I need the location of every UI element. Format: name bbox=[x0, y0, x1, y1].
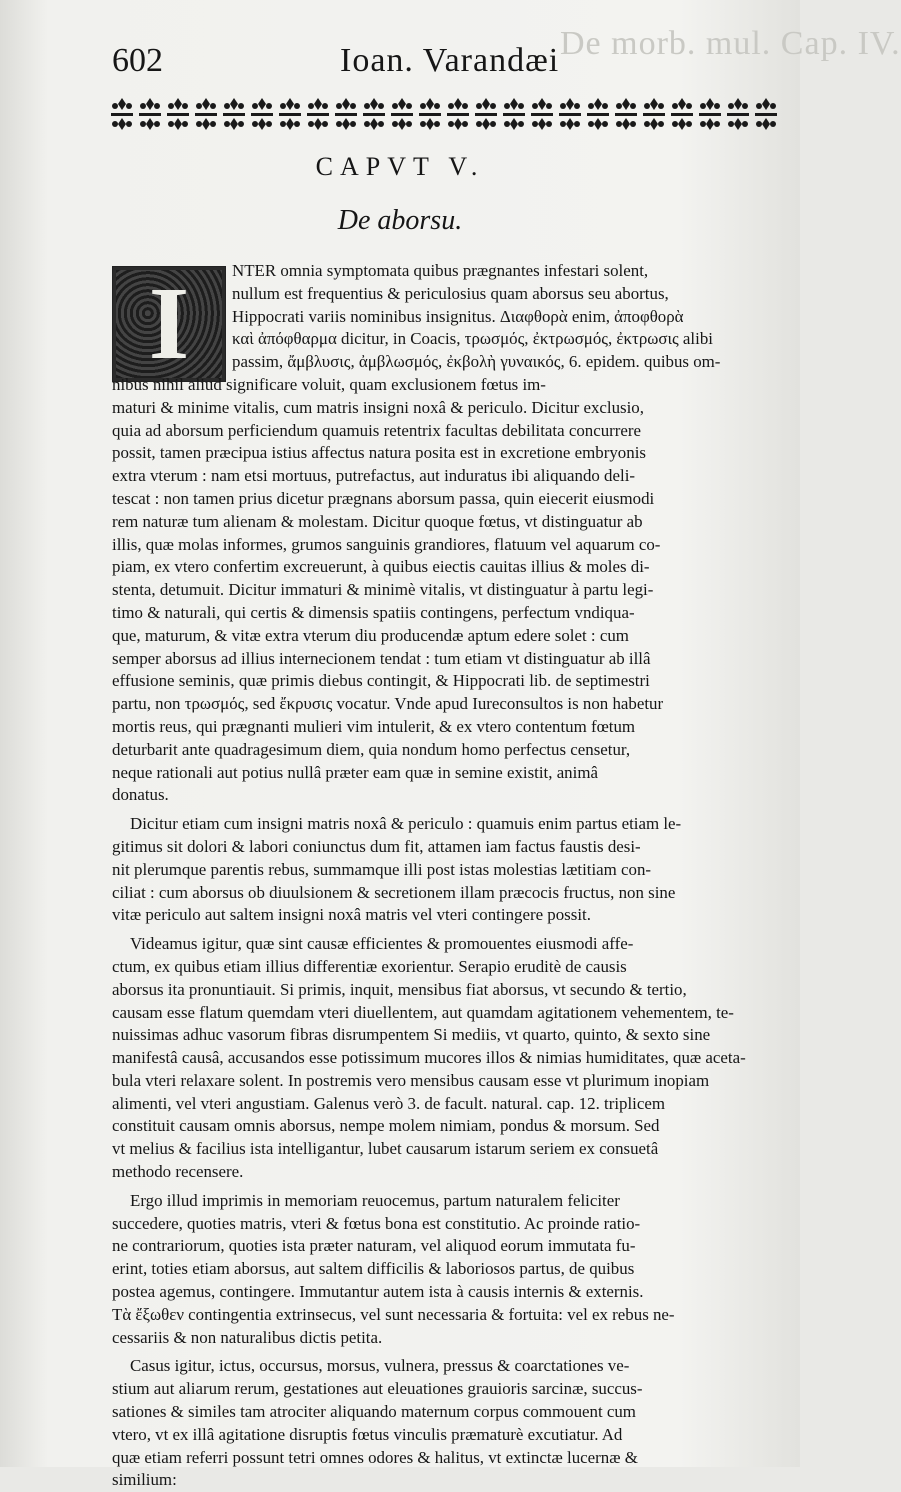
text-line: manifestâ causâ, accusandos esse potissimum mucores illos & nimias humiditates, quæ aceta- bbox=[112, 1048, 746, 1068]
text-line: neque rationali aut potius nullâ præter eam quæ in semine existit, animâ bbox=[112, 762, 598, 782]
text-line: καὶ ἀπόφθαρμα dicitur, in Coacis, τρωσμός, ἐκτρωσμός, ἐκτρωσις alibi bbox=[232, 329, 713, 349]
text-line: Ergo illud imprimis in memoriam reuocemus, partum naturalem feliciter bbox=[130, 1190, 620, 1210]
text-line: illis, quæ molas informes, grumos sanguinis grandiores, flatuum vel aquarum co- bbox=[112, 534, 661, 554]
text-line: Τὰ ἔξωθεν contingentia extrinsecus, vel sunt necessaria & fortuita: vel ex rebus ne- bbox=[112, 1304, 675, 1324]
text-line: nibus nihil aliud significare voluit, quam exclusionem fœtus im- bbox=[112, 374, 546, 394]
text-line: vt melius & facilius ista intelligantur, lubet causarum istarum seriem ex consuetâ bbox=[112, 1139, 659, 1159]
fleuron-border bbox=[108, 96, 780, 134]
text-line: methodo recensere. bbox=[112, 1162, 244, 1182]
text-line: Casus igitur, ictus, occursus, morsus, vulnera, pressus & coarctationes ve- bbox=[130, 1356, 630, 1376]
text-line: alimenti, vel vteri angustiam. Galenus verò 3. de facult. natural. cap. 12. triplicem bbox=[112, 1093, 665, 1113]
text-line: constituit causam omnis aborsus, nempe molem nimiam, pondus & morsum. Sed bbox=[112, 1116, 660, 1136]
text-line: vtero, vt ex illâ agitatione disruptis fœtus vinculis præmaturè excutiatur. Ad bbox=[112, 1424, 623, 1444]
paragraph-p5 bbox=[112, 1355, 780, 1492]
text-line: stenta, detumuit. Dicitur immaturi & minimè vitalis, vt distinguatur à partu legi- bbox=[112, 580, 654, 600]
text-line: causam esse flatum quemdam vteri diuellentem, aut quamdam agitationem vehementem, te- bbox=[112, 1002, 734, 1022]
chapter-subtitle: De aborsu. bbox=[337, 205, 463, 236]
text-line: que, maturum, & vitæ extra vterum diu producendæ aptum edere solet : cum bbox=[112, 625, 629, 645]
text-line: postea agemus, contingere. Immutantur autem ista à causis internis & externis. bbox=[112, 1282, 644, 1302]
text-line: succedere, quoties matris, vteri & fœtus bona est constitutio. Ac proinde ratio- bbox=[112, 1213, 641, 1233]
text-line: vitæ periculo aut saltem insigni noxâ matris vel vteri contingere possit. bbox=[112, 905, 591, 925]
text-line: nullum est frequentius & periculosius quam aborsus seu abortus, bbox=[232, 283, 669, 303]
text-line: similium: bbox=[112, 1470, 177, 1490]
text-line: semper aborsus ad illius internecionem tendat : tum etiam vt distinguatur ab illâ bbox=[112, 648, 651, 668]
text-line: extra vterum : nam etsi mortuus, putrefactus, aut induratus ibi aliquando deli- bbox=[112, 466, 636, 486]
text-line: deturbarit ante quadragesimum diem, quia nondum homo perfectus censetur, bbox=[112, 739, 631, 759]
text-line: cessariis & non naturalibus dictis petita. bbox=[112, 1327, 383, 1347]
text-line: piam, ex vtero confertim excreuerunt, à quibus eiectis cauitas illius & moles di- bbox=[112, 557, 650, 577]
text-line: quia ad aborsum perficiendum quamuis retentrix facultas debilitata concurrere bbox=[112, 420, 642, 440]
text-line: nuissimas adhuc vasorum fibras disrumpentem Si mediis, vt quarto, quinto, & sexto sine bbox=[112, 1025, 711, 1045]
text-line: sationes & similes tam atrociter aliquando maternum corpus commouent cum bbox=[112, 1402, 636, 1422]
bleed-through-text: De morb. mul. Cap. IV. bbox=[560, 25, 901, 62]
running-head: Ioan. Varandæi bbox=[340, 42, 560, 79]
text-line: mortis reus, qui prægnanti mulieri vim intulerit, & ex vtero contentum fœtum bbox=[112, 716, 636, 736]
body-text bbox=[112, 260, 780, 1492]
text-line: timo & naturali, qui certis & dimensis spatiis contingens, perfectum vndiqua- bbox=[112, 602, 635, 622]
page-header bbox=[112, 42, 772, 90]
paragraph-p3 bbox=[112, 933, 780, 1184]
paragraph-p1 bbox=[112, 260, 780, 807]
text-line: nit plerumque parentis rebus, summamque illi post istas molestias lætitiam con- bbox=[112, 859, 652, 879]
text-line: Videamus igitur, quæ sint causæ efficientes & promouentes eiusmodi affe- bbox=[130, 934, 634, 954]
text-line: possit, tamen præcipua istius affectus natura posita est in excretione embryonis bbox=[112, 443, 646, 463]
text-line: stium aut aliarum rerum, gestationes aut eleuationes grauioris sarcinæ, succus- bbox=[112, 1379, 643, 1399]
text-line: tescat : non tamen prius dicetur prægnans aborsum passa, quin eiecerit eiusmodi bbox=[112, 488, 655, 508]
initial-letter: I bbox=[148, 266, 190, 381]
page-number: 602 bbox=[112, 42, 163, 79]
text-line: maturi & minime vitalis, cum matris insigni noxâ & periculo. Dicitur exclusio, bbox=[112, 397, 644, 417]
text-line: rem naturæ tum alienam & molestam. Dicitur quoque fœtus, vt distinguatur ab bbox=[112, 511, 643, 531]
chapter-title: CAPVT V. bbox=[315, 152, 485, 181]
text-line: passim, ἄμβλυσις, ἀμβλωσμός, ἐκβολὴ γυναικός, 6. epidem. quibus om- bbox=[232, 352, 721, 372]
text-line: ctum, ex quibus etiam illius differentiæ exorientur. Serapio eruditè de causis bbox=[112, 956, 627, 976]
text-line: aborsus ita pronuntiauit. Si primis, inquit, mensibus fiat aborsus, vt secundo & tertio, bbox=[112, 979, 687, 999]
text-line: Dicitur etiam cum insigni matris noxâ & periculo : quamuis enim partus etiam le- bbox=[130, 814, 682, 834]
text-line: bula vteri relaxare solent. In postremis vero mensibus causam esse vt plurimum inopiam bbox=[112, 1070, 710, 1090]
text-line: donatus. bbox=[112, 785, 169, 805]
paragraph-p2 bbox=[112, 813, 780, 927]
text-line: quæ etiam referri possunt tetri omnes odores & halitus, vt extinctæ lucernæ & bbox=[112, 1447, 638, 1467]
text-line: NTER omnia symptomata quibus prægnantes infestari solent, bbox=[232, 261, 649, 280]
text-line: partu, non τρωσμός, sed ἔκρυσις vocatur. Vnde apud Iureconsultos is non habetur bbox=[112, 694, 664, 714]
text-line: gitimus sit dolori & labori coniunctus dum fit, attamen iam factus faustis desi- bbox=[112, 836, 641, 856]
text-line: ciliat : cum aborsus ob diuulsionem & secretionem illam præcocis fructus, non sine bbox=[112, 882, 676, 902]
text-line: effusione seminis, quæ primis diebus contingit, & Hippocrati lib. de septimestri bbox=[112, 671, 650, 691]
text-line: erint, toties etiam aborsus, aut saltem difficilis & laboriosos partus, de quibus bbox=[112, 1259, 635, 1279]
text-line: Hippocrati variis nominibus insignitus. Διαφθορὰ enim, ἀποφθορὰ bbox=[232, 306, 684, 326]
paragraph-p4 bbox=[112, 1190, 780, 1350]
text-line: ne contrariorum, quoties ista præter naturam, vel aliquod eorum immutata fu- bbox=[112, 1236, 636, 1256]
